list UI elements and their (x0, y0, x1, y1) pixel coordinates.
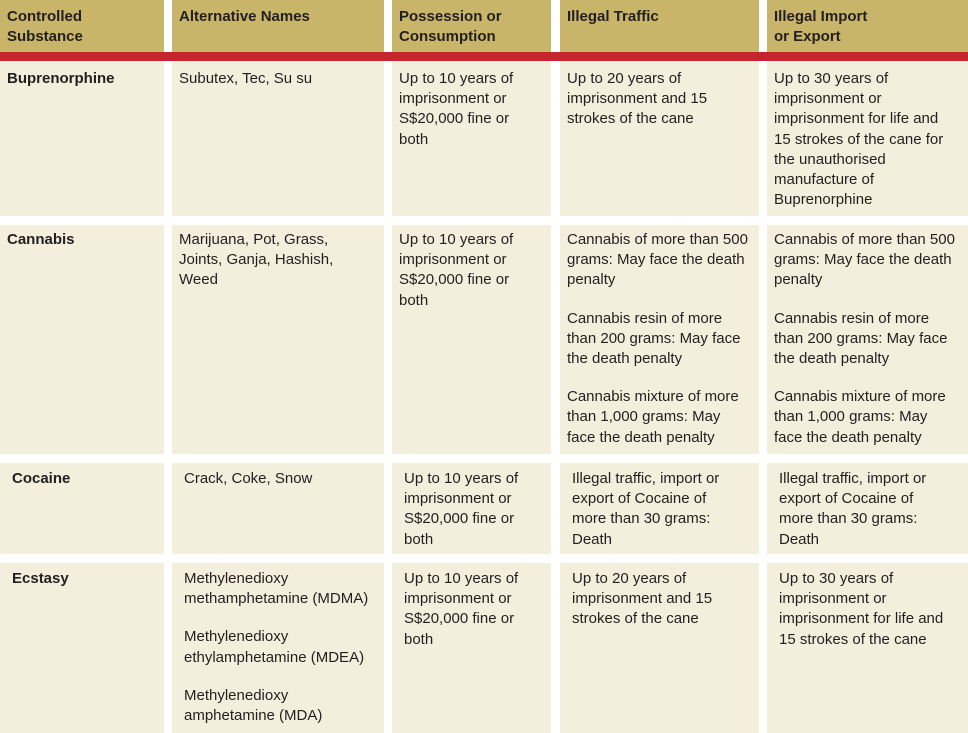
table-row-cocaine-possession (392, 463, 551, 554)
substance-name: Cannabis (7, 231, 75, 248)
table-row-cocaine-traffic (560, 463, 759, 554)
cell-text: Cannabis of more than 500 grams: May face the death penalty (774, 231, 955, 289)
cell-text: Methylenedioxy methamphetamine (MDMA) (184, 570, 369, 608)
cell-text: Illegal traffic, import or export of Cocaine of more than 30 grams: Death (572, 470, 720, 548)
cell-text: Up to 10 years of imprisonment or S$20,000 fine or both (399, 70, 514, 148)
header-label: Illegal Import or Export (774, 8, 868, 46)
substance-name: Cocaine (12, 470, 71, 487)
cell-text: Up to 10 years of imprisonment or S$20,000 fine or both (404, 470, 519, 548)
cell-text: Up to 10 years of imprisonment or S$20,000 fine or both (399, 231, 514, 309)
header-label: Possession or Consumption (399, 8, 502, 46)
header-alternative-names (172, 0, 384, 52)
cell-text: Up to 20 years of imprisonment and 15 strokes of the cane (567, 70, 708, 128)
cell-text: Subutex, Tec, Su su (179, 70, 313, 87)
table-row-cannabis-alt-names (172, 225, 384, 454)
table-row-cannabis-traffic (560, 225, 759, 454)
header-controlled-substance (0, 0, 164, 52)
cell-text: Cannabis of more than 500 grams: May face the death penalty (567, 231, 748, 289)
table-row-buprenorphine-alt-names (172, 61, 384, 216)
cell-text: Up to 30 years of imprisonment or imprisonment for life and 15 strokes of the cane for the unauthorised manufacture of Buprenorphine (774, 70, 944, 209)
table-row-buprenorphine-traffic (560, 61, 759, 216)
table-row-cocaine-substance (0, 463, 164, 554)
table-row-buprenorphine-import-export (767, 61, 968, 216)
table-row-cannabis-import-export (767, 225, 968, 454)
substance-name: Buprenorphine (7, 70, 115, 87)
header-label: Illegal Traffic (567, 8, 659, 25)
cell-text: Cannabis mixture of more than 1,000 grams: May face the death penalty (774, 388, 946, 446)
cell-text: Crack, Coke, Snow (184, 470, 313, 487)
header-label: Controlled Substance (7, 8, 83, 46)
table-row-ecstasy-alt-names (172, 563, 384, 733)
cell-text: Cannabis resin of more than 200 grams: May face the death penalty (774, 309, 948, 368)
cell-text: Methylenedioxy amphetamine (MDA) (184, 686, 323, 725)
cell-text: Up to 10 years of imprisonment or S$20,000 fine or both (404, 570, 519, 648)
cell-text: Illegal traffic, import or export of Cocaine of more than 30 grams: Death (779, 470, 927, 548)
cell-text: Cannabis resin of more than 200 grams: May face the death penalty (567, 309, 741, 368)
cell-text: Cannabis mixture of more than 1,000 grams: May face the death penalty (567, 388, 739, 446)
table-row-buprenorphine-substance (0, 61, 164, 216)
table-row-ecstasy-traffic (560, 563, 759, 733)
header-import-export (767, 0, 968, 52)
table-row-cannabis-possession (392, 225, 551, 454)
cell-text: Up to 20 years of imprisonment and 15 strokes of the cane (572, 570, 713, 628)
header-divider (0, 52, 968, 61)
table-row-ecstasy-import-export (767, 563, 968, 733)
header-illegal-traffic (560, 0, 759, 52)
table-row-ecstasy-substance (0, 563, 164, 733)
cell-text: Marijuana, Pot, Grass, Joints, Ganja, Hashish, Weed (179, 231, 334, 289)
substance-name: Ecstasy (12, 570, 69, 587)
table-row-cocaine-import-export (767, 463, 968, 554)
header-label: Alternative Names (179, 8, 310, 25)
table-row-ecstasy-possession (392, 563, 551, 733)
cell-text: Methylenedioxy ethylamphetamine (MDEA) (184, 628, 365, 666)
cell-text: Up to 30 years of imprisonment or imprisonment for life and 15 strokes of the cane (779, 570, 944, 648)
table-row-cannabis-substance (0, 225, 164, 454)
header-possession (392, 0, 551, 52)
table-row-buprenorphine-possession (392, 61, 551, 216)
table-row-cocaine-alt-names (172, 463, 384, 554)
